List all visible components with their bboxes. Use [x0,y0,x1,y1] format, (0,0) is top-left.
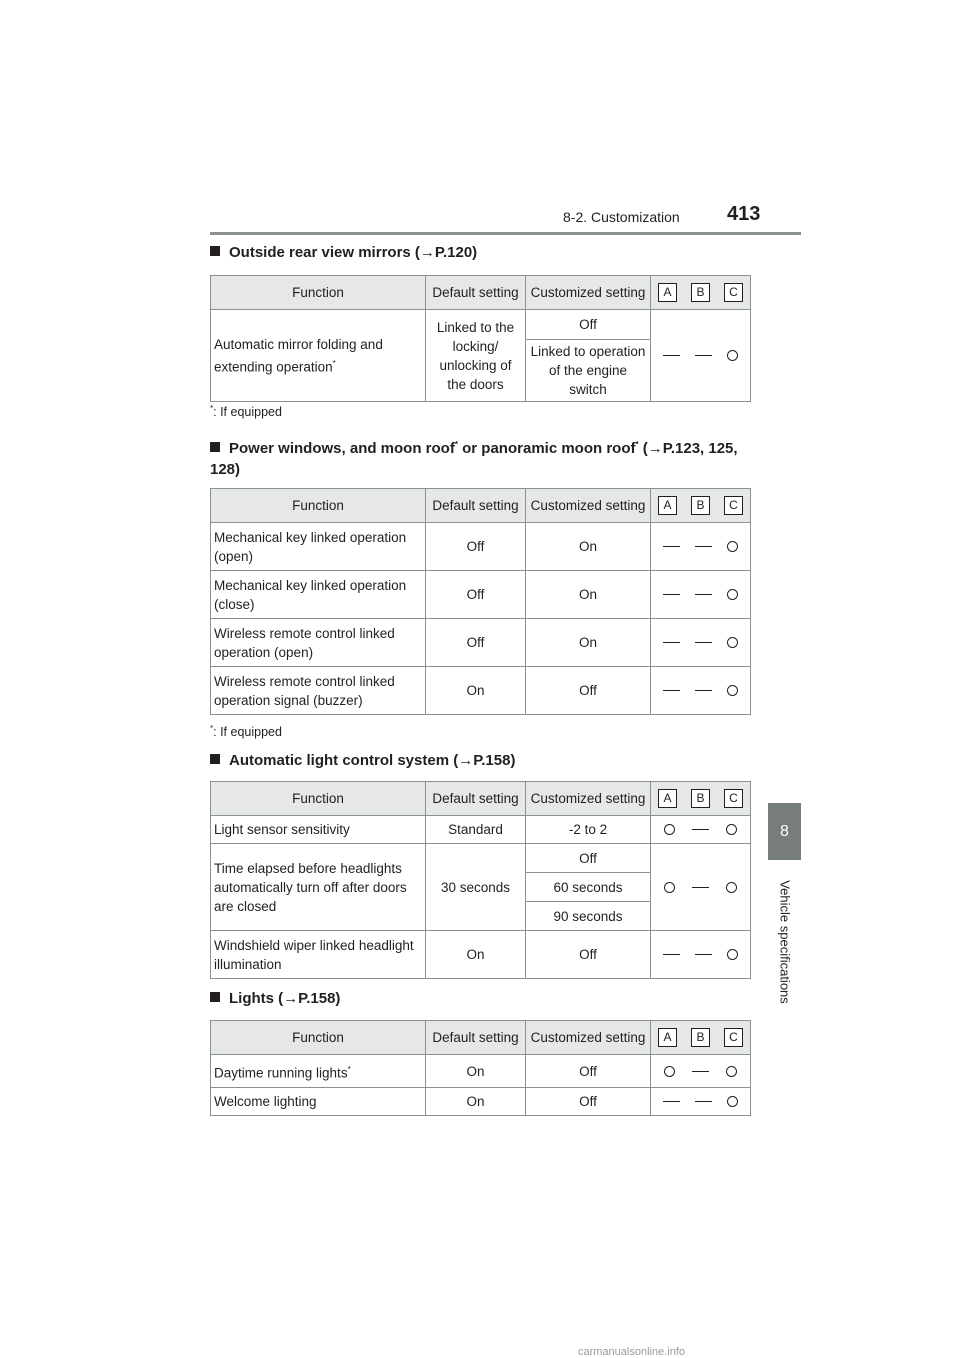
circle-icon [664,882,675,893]
table-row: Mechanical key linked operation (close) Off On [211,571,751,619]
table-row: Light sensor sensitivity Standard -2 to 2 [211,816,751,844]
col-default: Default setting [426,782,526,816]
option-cell: Off [526,310,651,340]
dash-icon [692,887,709,888]
col-abc: A B C [651,276,751,310]
dash-icon [695,690,712,691]
lights-table [210,1020,751,1116]
windows-table [210,488,751,715]
circle-icon [727,637,738,648]
circle-icon [727,350,738,361]
table-row [211,310,751,340]
dash-icon [663,594,680,595]
col-function: Function [211,1021,426,1055]
dash-icon [695,954,712,955]
dash-icon [663,690,680,691]
dash-icon [663,954,680,955]
square-bullet-icon [210,754,220,764]
col-abc: A B C [651,489,751,523]
table-row: Time elapsed before headlights automatically turn off after doors are closed 30 seconds Off [211,844,751,873]
chapter-label: Vehicle specifications [777,880,793,1004]
circle-icon [727,685,738,696]
header-rule [210,232,801,235]
circle-icon [727,949,738,960]
dash-icon [663,1101,680,1102]
marks-cell [651,310,751,402]
table-row: Windshield wiper linked headlight illumination On Off [211,931,751,979]
circle-icon [664,1066,675,1077]
col-function: Function [211,276,426,310]
table-row: 60 seconds [211,873,751,902]
square-bullet-icon [210,442,220,452]
circle-icon [727,541,738,552]
footnote: *: If equipped [210,404,282,420]
table-header-row [211,276,751,310]
circle-icon [726,824,737,835]
dash-icon [695,642,712,643]
dash-icon [663,355,680,356]
dash-icon [695,546,712,547]
chapter-tab: 8 [768,803,801,860]
circle-icon [726,882,737,893]
lights-heading: Lights (→P.158) [210,988,750,1009]
circle-icon [727,1096,738,1107]
windows-heading: Power windows, and moon roof* or panoramic moon roof* (→P.123, 125, 128) [210,440,738,478]
square-bullet-icon [210,992,220,1002]
dash-icon [695,355,712,356]
col-abc: A B C [651,1021,751,1055]
mirrors-table [210,275,751,402]
auto-light-table [210,781,751,979]
circle-icon [664,824,675,835]
dash-icon [695,1101,712,1102]
table-row: 90 seconds [211,902,751,931]
col-function: Function [211,489,426,523]
col-customized: Customized setting [526,489,651,523]
footnote: *: If equipped [210,724,282,740]
col-default: Default setting [426,276,526,310]
table-header-row [211,1021,751,1055]
table-row: Daytime running lights* On Off [211,1055,751,1088]
dash-icon [695,594,712,595]
col-customized: Customized setting [526,782,651,816]
option-cell: Linked to operation of the engine switch [526,340,651,402]
table-row: Welcome lighting On Off [211,1088,751,1116]
table-row: Wireless remote control linked operation signal (buzzer) On Off [211,667,751,715]
table-row: Mechanical key linked operation (open) Off On [211,523,751,571]
col-function: Function [211,782,426,816]
dash-icon [663,642,680,643]
default-cell: Linked to the locking/ unlocking of the doors [426,310,526,402]
section-title: 8-2. Customization [563,209,680,225]
watermark: carmanualsonline.info [578,1346,686,1358]
square-bullet-icon [210,246,220,256]
table-row: Wireless remote control linked operation (open) Off On [211,619,751,667]
dash-icon [692,1071,709,1072]
circle-icon [727,589,738,600]
col-default: Default setting [426,1021,526,1055]
dash-icon [692,829,709,830]
page-number: 413 [727,203,761,225]
col-customized: Customized setting [526,1021,651,1055]
dash-icon [663,546,680,547]
auto-light-heading: Automatic light control system (→P.158) [210,750,750,771]
col-abc: A B C [651,782,751,816]
col-default: Default setting [426,489,526,523]
circle-icon [726,1066,737,1077]
table-header-row [211,489,751,523]
function-cell: Automatic mirror folding and extending operation* [211,310,426,402]
mirrors-heading: Outside rear view mirrors (→P.120) [210,242,750,263]
table-header-row [211,782,751,816]
col-customized: Customized setting [526,276,651,310]
